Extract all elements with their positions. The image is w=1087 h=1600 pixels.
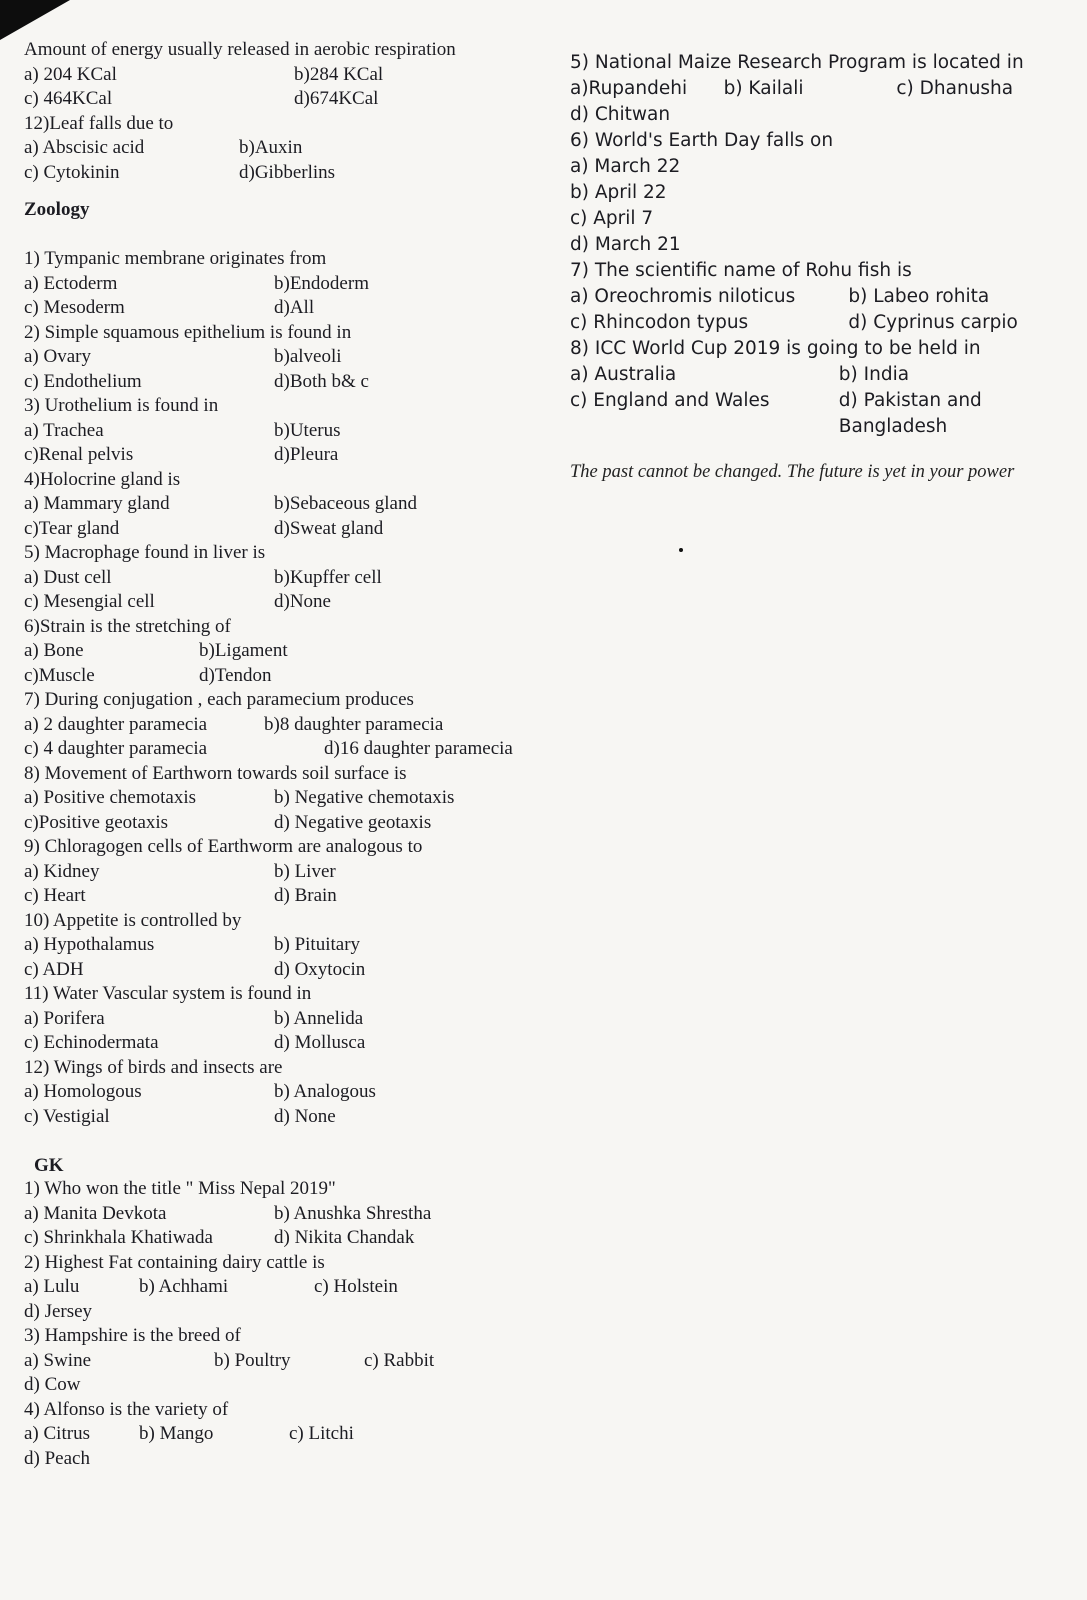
option-a: a) Trachea [24, 419, 104, 441]
question-block [24, 1056, 524, 1130]
question-block [24, 1177, 524, 1251]
option-b: b)alveoli [274, 346, 342, 367]
options-row [24, 566, 524, 615]
question-text: 3) Urothelium is found in [24, 395, 219, 416]
option-b: b) Poultry [214, 1349, 291, 1371]
option-b: b)Auxin [239, 137, 303, 158]
question-block [24, 1324, 524, 1398]
option-c: c) Holstein [314, 1276, 398, 1297]
question-text: 2) Highest Fat containing dairy cattle is [24, 1251, 325, 1273]
option-b: b) Analogous [274, 1081, 376, 1102]
option-d: d) Cyprinus carpio [848, 312, 1018, 333]
option-b: b)Sebaceous gland [274, 493, 417, 514]
question-text: 3) Hampshire is the breed of [24, 1325, 241, 1346]
option-d: d) Brain [274, 885, 337, 906]
option-b: b) Annelida [274, 1007, 364, 1029]
question-text: 9) Chloragogen cells of Earthworm are analogous to [24, 836, 423, 857]
option-d: d) Chitwan [570, 104, 671, 125]
option-a: a) Manita Devkota [24, 1202, 167, 1224]
option-c: c)Renal pelvis [24, 444, 134, 465]
gk-heading: GK [34, 1155, 64, 1176]
options-row [24, 1275, 524, 1324]
option-a: a) Hypothalamus [24, 934, 155, 955]
question-text: 1) Who won the title " Miss Nepal 2019" [24, 1178, 336, 1199]
option-c: c) Mesengial cell [24, 591, 155, 612]
option-c: c) Dhanusha [896, 78, 1014, 99]
options-row [24, 933, 524, 982]
option-b: b) India [838, 364, 910, 385]
options-row [24, 1202, 524, 1251]
question-block [570, 336, 1050, 440]
option-b: b) Labeo rohita [848, 286, 990, 307]
option-a: a)Rupandehi [570, 78, 688, 99]
option-d: d) Peach [24, 1447, 90, 1469]
question-block [570, 50, 1050, 128]
option-b: b) Negative chemotaxis [274, 787, 455, 808]
options-row [570, 362, 1050, 440]
question-block [24, 835, 524, 909]
option-b: b) Anushka Shrestha [274, 1202, 432, 1224]
option-c: c) 4 daughter paramecia [24, 738, 208, 759]
question-block [24, 1251, 524, 1325]
option-b: b)Kupffer cell [274, 566, 382, 588]
option-d: d) Oxytocin [274, 958, 366, 980]
question-block [24, 541, 524, 615]
option-b: b)Ligament [199, 640, 288, 661]
option-c: c) Cytokinin [24, 161, 120, 183]
options-row [24, 639, 524, 688]
options-row [24, 1080, 524, 1129]
option-d: d) Jersey [24, 1300, 93, 1322]
option-d: d)Tendon [199, 664, 272, 686]
option-c: c)Tear gland [24, 517, 120, 539]
option-c: c) April 7 [570, 208, 654, 229]
option-a: a) Porifera [24, 1007, 105, 1029]
question-block [24, 38, 524, 112]
option-c: c) 464KCal [24, 88, 113, 109]
options-row [24, 345, 524, 394]
question-block [24, 1398, 524, 1472]
option-b: b) Achhami [139, 1276, 229, 1297]
option-d: d) Pakistan and Bangladesh [838, 390, 982, 437]
option-c: c) Shrinkhala Khatiwada [24, 1227, 213, 1248]
options-row [24, 136, 524, 185]
right-column [570, 50, 1050, 487]
question-text: 11) Water Vascular system is found in [24, 983, 312, 1004]
question-text: 5) Macrophage found in liver is [24, 542, 266, 563]
zoology-heading: Zoology [24, 199, 90, 220]
option-b: b) Kailali [723, 78, 804, 99]
option-c: c) England and Wales [570, 390, 770, 411]
question-text: 4) Alfonso is the variety of [24, 1398, 229, 1420]
option-d: d)Both b& c [274, 370, 369, 392]
gk-questions-right [570, 50, 1050, 440]
option-b: b) Mango [139, 1423, 214, 1444]
options-row [24, 272, 524, 321]
gk-questions-left [24, 1177, 524, 1471]
option-c: c)Positive geotaxis [24, 811, 169, 833]
question-block [24, 688, 524, 762]
option-a: a) Bone [24, 640, 84, 661]
question-text: 12)Leaf falls due to [24, 112, 174, 134]
option-b: b)Uterus [274, 419, 341, 441]
question-block [570, 128, 1050, 258]
question-block [24, 615, 524, 689]
question-text: Amount of energy usually released in aerobic respiration [24, 39, 456, 60]
question-block [24, 468, 524, 542]
options-row [24, 860, 524, 909]
zoology-questions [24, 247, 524, 1129]
question-block [570, 258, 1050, 336]
options-row [570, 154, 1050, 258]
question-block [24, 909, 524, 983]
option-a: a) Swine [24, 1349, 92, 1371]
option-c: c) Endothelium [24, 370, 142, 392]
option-c: c) Heart [24, 885, 86, 906]
option-d: d)None [274, 591, 331, 612]
scan-corner [0, 0, 70, 40]
option-a: a) 204 KCal [24, 63, 117, 85]
question-text: 12) Wings of birds and insects are [24, 1056, 283, 1078]
option-a: a) Homologous [24, 1081, 142, 1102]
options-row [24, 713, 524, 762]
option-c: c) ADH [24, 958, 84, 980]
option-d: d)674KCal [294, 88, 379, 109]
option-d: d) None [274, 1105, 336, 1127]
option-b: b) April 22 [570, 182, 667, 203]
question-text: 2) Simple squamous epithelium is found in [24, 321, 352, 343]
question-text: 8) Movement of Earthworn towards soil surface is [24, 762, 407, 784]
option-b: b)284 KCal [294, 63, 384, 85]
question-text: 8) ICC World Cup 2019 is going to be held in [570, 338, 981, 359]
botany-tail-section [24, 38, 524, 185]
option-d: d) Nikita Chandak [274, 1227, 415, 1248]
options-row [24, 1349, 524, 1398]
option-d: d)16 daughter paramecia [324, 738, 513, 759]
question-text: 7) During conjugation , each paramecium produces [24, 689, 414, 710]
question-text: 5) National Maize Research Program is located in [570, 52, 1024, 73]
options-row [24, 419, 524, 468]
question-block [24, 112, 524, 186]
option-b: b) Pituitary [274, 934, 361, 955]
option-c: c) Litchi [289, 1423, 354, 1444]
option-c: c) Rhincodon typus [570, 312, 749, 333]
options-row [24, 63, 524, 112]
option-a: a) Australia [570, 364, 677, 385]
option-a: a) Mammary gland [24, 493, 170, 514]
speck [679, 548, 683, 552]
option-a: a) Lulu [24, 1276, 80, 1297]
option-a: a) Citrus [24, 1423, 90, 1444]
options-row [24, 786, 524, 835]
option-a: a) Kidney [24, 860, 100, 882]
option-c: c) Echinodermata [24, 1032, 159, 1053]
option-b: b)8 daughter paramecia [264, 713, 444, 735]
question-text: 4)Holocrine gland is [24, 468, 181, 490]
option-d: d)Gibberlins [239, 161, 336, 183]
question-block [24, 982, 524, 1056]
question-block [24, 394, 524, 468]
option-a: a) Positive chemotaxis [24, 787, 197, 808]
left-column [24, 38, 524, 1471]
option-a: a) Ectoderm [24, 272, 118, 294]
question-text: 10) Appetite is controlled by [24, 909, 242, 931]
option-d: d)Pleura [274, 444, 339, 465]
option-d: d) Cow [24, 1374, 81, 1395]
options-row [24, 1007, 524, 1056]
options-row [24, 1422, 524, 1471]
options-row [570, 284, 1050, 336]
question-text: 6) World's Earth Day falls on [570, 130, 834, 151]
option-d: d) Negative geotaxis [274, 811, 432, 833]
option-a: a) Oreochromis niloticus [570, 286, 796, 307]
option-c: c) Mesoderm [24, 297, 125, 318]
option-a: a) Dust cell [24, 566, 112, 588]
option-d: d) March 21 [570, 234, 681, 255]
question-block [24, 247, 524, 321]
option-a: a) Ovary [24, 346, 91, 367]
option-a: a) Abscisic acid [24, 137, 145, 158]
motivational-quote: The past cannot be changed. The future is yet in your power [570, 462, 1015, 482]
option-c: c)Muscle [24, 664, 95, 686]
option-d: d)All [274, 297, 315, 318]
option-c: c) Vestigial [24, 1105, 110, 1127]
option-d: d)Sweat gland [274, 517, 384, 539]
option-d: d) Mollusca [274, 1032, 366, 1053]
question-text: 1) Tympanic membrane originates from [24, 248, 327, 269]
option-c: c) Rabbit [364, 1349, 435, 1371]
option-b: b)Endoderm [274, 272, 369, 294]
question-text: 6)Strain is the stretching of [24, 615, 231, 637]
question-block [24, 321, 524, 395]
option-a: a) March 22 [570, 156, 681, 177]
question-text: 7) The scientific name of Rohu fish is [570, 260, 912, 281]
option-b: b) Liver [274, 860, 336, 882]
options-row [570, 76, 1050, 128]
question-block [24, 762, 524, 836]
option-a: a) 2 daughter paramecia [24, 713, 208, 735]
options-row [24, 492, 524, 541]
